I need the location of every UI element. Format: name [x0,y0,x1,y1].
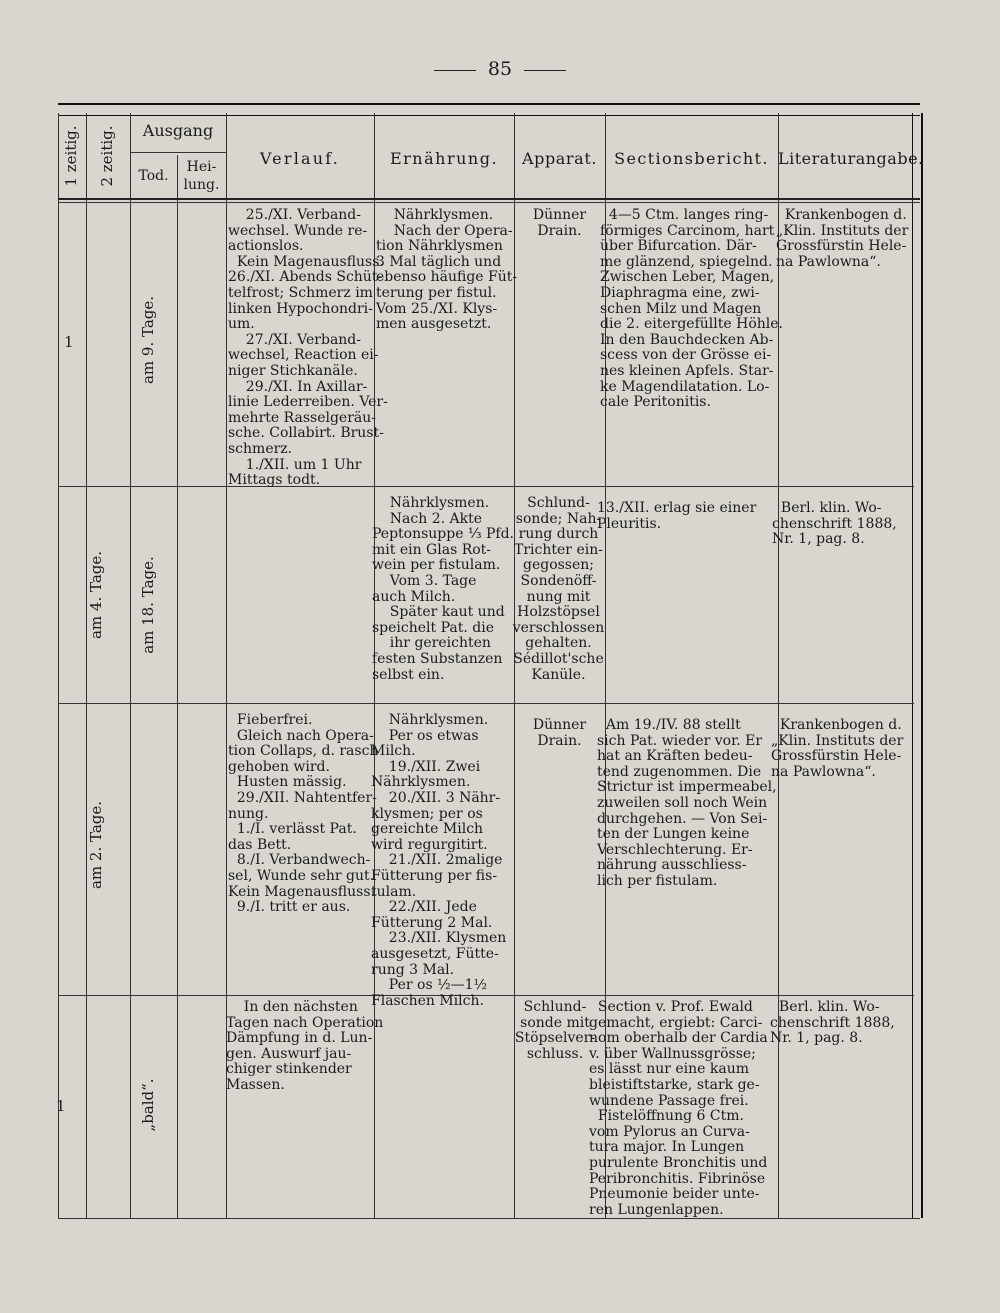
header-bottom-rule-2 [58,202,920,203]
row4-tod: „bald“. [139,1078,157,1132]
row1-literaturangabe: Krankenbogen d. „Klin. Instituts der Grossfürstin Hele- na Pawlowna“. [776,207,909,270]
row-divider [58,995,914,996]
header-verlauf: Verlauf. [259,149,341,168]
row1-apparat: Dünner Drain. [532,207,587,239]
row1-verlauf: 25./XI. Verband- wechsel. Wunde re- actionslos. Kein Magenausfluss. 26./XI. Abends Schüt- telfrost; Schmerz im linken Hypochondri- um. 27./XI. Verband- wechsel, Reaction ei- niger Stichkanäle. 29./XI. In Axillar- linie Lederreiben. Ver- mehrte Rasselgeräu- sche. Collabirt. Brust- schmerz. 1./XII. um 1 Uhr Mittags todt. [228,207,388,489]
header-zeitig1: 1 zeitig. [62,125,80,187]
row1-tod: am 9. Tage. [139,295,157,385]
row2-ernaehrung: Nährklysmen. Nach 2. Akte Peptonsuppe ⅓ Pfd. mit ein Glas Rot- wein per fistulam. Vom 3. Tage auch Milch. Später kaut und speichelt Pat. die ihr gereichten festen Substanzen selbst ein. [372,495,515,683]
col-divider [58,113,59,1218]
table-bottom-rule [58,1218,920,1219]
row3-apparat: Dünner Drain. [532,717,587,749]
page-number: 85 [0,58,1000,80]
row2-tod: am 18. Tage. [139,556,157,654]
row3-verlauf: Fieberfrei. Gleich nach Opera- tion Collaps, d. rasch gehoben wird. Husten mässig. 29./XII. Nahtentfer- nung. 1./I. verlässt Pat. das Bett. 8./I. Verbandwech- sel, Wunde sehr gut. Kein Magenausfluss. 9./I. tritt er aus. [228,712,379,916]
row4-zeitig1: 1 [56,1097,66,1115]
row3-sectionsbericht: Am 19./IV. 88 stellt sich Pat. wieder vor. Er hat an Kräften bedeu- tend zugenommen. Die Strictur ist impermeabel, zuweilen soll noch Wein durchgehen. — Von Sei- ten der Lungen keine Verschlechterung. Er- nährung ausschliess- lich per fistulam. [597,717,777,889]
table-top-rule [58,103,920,116]
header-ernaehrung: Ernährung. [389,149,499,168]
header-heilung: Hei- lung. [183,159,220,193]
row1-ernaehrung: Nährklysmen. Nach der Opera- tion Nährklysmen 3 Mal täglich und ebenso häufige Füt- terung per fistul. Vom 25./XI. Klys- men ausgesetzt. [376,207,518,333]
header-tod: Tod. [138,168,169,184]
header-apparat: Apparat. [521,149,598,168]
header-literaturangabe: Literaturangabe. [778,149,924,168]
header-ausgang: Ausgang [142,121,214,140]
table-right-rule [912,113,923,1218]
col-divider [130,113,131,1218]
col-divider [86,113,87,1218]
row-divider [58,486,914,487]
row1-zeitig1: 1 [64,333,74,351]
header-zeitig2: 2 zeitig. [98,125,116,187]
row4-verlauf: In den nächsten Tagen nach Operation Dämpfung in d. Lun- gen. Auswurf jau- chiger stinkender Massen. [226,999,384,1093]
row2-zeitig1: am 4. Tage. [87,550,105,640]
col-divider [778,113,779,1218]
row2-literaturangabe: Berl. klin. Wo- chenschrift 1888, Nr. 1, pag. 8. [772,500,897,548]
row3-ernaehrung: Nährklysmen. Per os etwas Milch. 19./XII. Zwei Nährklysmen. 20./XII. 3 Nähr- klysmen; per os gereichte Milch wird regurgitirt. 21./XII. 2malige Fütterung per fis- tulam. 22./XII. Jede Fütterung 2 Mal. 23./XII. Klysmen ausgesetzt, Fütte- rung 3 Mal. Per os ½—1½ Flaschen Milch. [371,712,507,1009]
col-divider [177,155,178,1218]
row4-literaturangabe: Berl. klin. Wo- chenschrift 1888, Nr. 1, pag. 8. [770,999,895,1047]
ausgang-rule [130,152,226,153]
row3-literaturangabe: Krankenbogen d. „Klin. Instituts der Grossfürstin Hele- na Pawlowna“. [771,717,904,780]
header-sectionsbericht: Sectionsbericht. [614,149,769,168]
row4-apparat: Schlund- sonde mit Stöpselver- schluss. [514,999,596,1062]
row3-zeitig1: am 2. Tage. [87,800,105,890]
row-divider [58,703,914,704]
row2-apparat: Schlund- sonde; Nah- rung durch Trichter ein- gegossen; Sondenöff- nung mit Holzstöpsel verschlossen gehalten. Sédillot'sche Kanüle. [512,495,605,683]
row1-sectionsbericht: 4—5 Ctm. langes ring- förmiges Carcinom, hart über Bifurcation. Där- me glänzend, spiegelnd. Zwischen Leber, Magen, Diaphragma eine, zwi- schen Milz und Magen die 2. eitergefüllte Höhle. In den Bauchdecken Ab- scess von der Grösse ei- nes kleinen Apfels. Star- ke Magendilatation. Lo- cale Peritonitis. [600,207,783,411]
row2-sectionsbericht: 13./XII. erlag sie einer Pleuritis. [597,500,757,532]
header-bottom-rule [58,198,920,200]
row4-sectionsbericht: Section v. Prof. Ewald gemacht, ergiebt: Carci- nom oberhalb der Cardia v. über Wallnussgrösse; es lässt nur eine kaum bleistiftstarke, stark ge- wundene Passage frei. Fistelöffnung 6 Ctm. vom Pylorus an Curva- tura major. In Lungen purulente Bronchitis und Peribronchitis. Fibrinöse Pneumonie beider unte- ren Lungenlappen. [589,999,768,1218]
